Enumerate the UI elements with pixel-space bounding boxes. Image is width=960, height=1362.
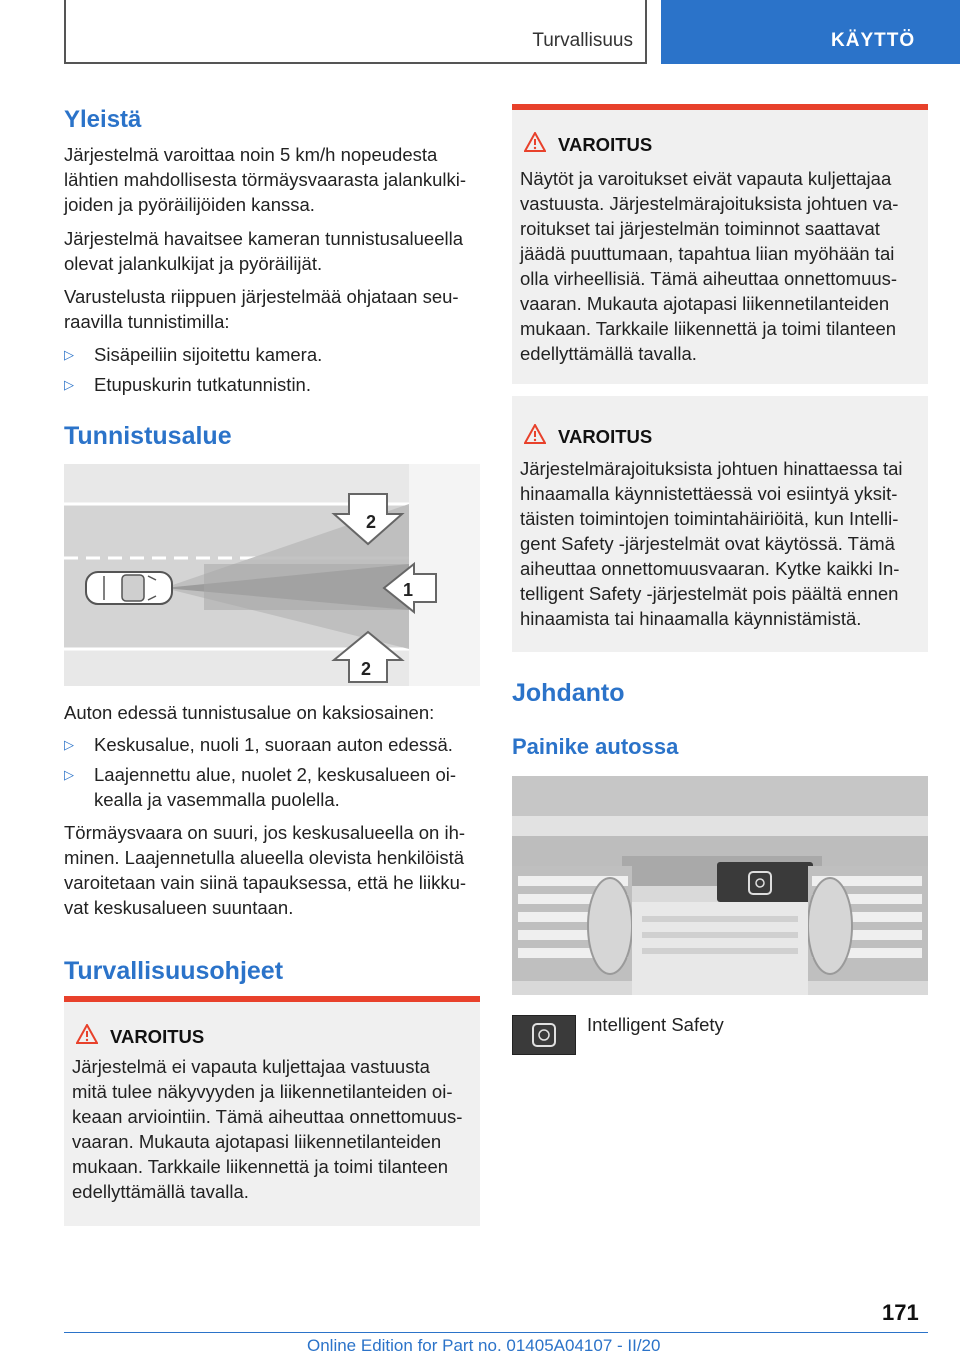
paragraph-tunnistusalue [64,820,484,920]
page-number: 171 [882,1300,919,1325]
text-line: Järjestelmärajoituksista johtuen hinattaessa tai [520,458,903,479]
text-line: olevat jalankulkijat ja pyöräilijät. [64,253,323,274]
warning-box-2 [512,104,928,384]
warning-box-3 [512,396,928,652]
list-item-text [94,762,482,812]
paragraph-yleista-3 [64,284,484,334]
text-line: aiheuttaa onnettomuusvaaran. Kytke kaikki In- [520,558,900,579]
text-line: minen. Laajennetulla alueella olevista henkilöistä [64,847,465,868]
text-line: telligent Safety -järjestelmät pois päältä ennen [520,583,899,604]
bullet-triangle-icon: ▷ [64,737,74,752]
text-line: raavilla tunnistimilla: [64,311,230,332]
warning-title: VAROITUS [110,1026,205,1047]
text-line: vaaran. Mukauta ajotapasi liikennetilanteiden [72,1131,442,1152]
figure-label-1: 1 [403,580,414,600]
text-line: mitä tulee näkyvyyden ja liikennetilanteiden oi- [72,1081,453,1102]
text-line: Varustelusta riippuen järjestelmää ohjataan seu- [64,286,459,307]
heading-tunnistusalue: Tunnistusalue [64,422,232,450]
paragraph-yleista-2 [64,226,484,276]
warning-body [520,456,924,631]
intelligent-safety-icon [513,1016,575,1054]
text-line: edellyttämällä tavalla. [520,343,697,364]
warning-title: VAROITUS [558,134,653,155]
header-chapter-tab [661,0,960,64]
heading-painike-autossa: Painike autossa [512,734,679,759]
car-icon [86,572,172,604]
list-item-text: Sisäpeiliin sijoitettu kamera. [94,344,323,365]
warning-box-1 [64,996,480,1226]
text-line: lähtien mahdollisesta törmäysvaarasta jalankulki- [64,169,467,190]
header-chapter-title: KÄYTTÖ [831,30,916,51]
air-vent-right [808,866,928,981]
text-line: täisten toimintojen toimintahäiriöitä, kun Intelli- [520,508,899,529]
text-line: varoitetaan vain siinä tapauksessa, että he liikku- [64,872,467,893]
footer-divider [64,1332,928,1333]
text-line: edellyttämällä tavalla. [72,1181,249,1202]
text-line: Törmäysvaara on suuri, jos keskusalueella on ih- [64,822,466,843]
text-line: gent Safety -järjestelmät ovat käytössä. Tämä [520,533,895,554]
warning-triangle-icon [524,424,546,444]
paragraph-tunnistusalue-intro: Auton edessä tunnistusalue on kaksiosainen: [64,702,435,723]
text-line: Näytöt ja varoitukset eivät vapauta kuljettajaa [520,168,892,189]
detection-area-figure [64,464,480,686]
text-line: vastuusta. Järjestelmärajoituksista johtuen va- [520,193,899,214]
bullet-triangle-icon: ▷ [64,767,74,782]
figure-label-2-bottom: 2 [361,659,372,679]
footer-edition: Online Edition for Part no. 01405A04107 - II/20 [307,1336,661,1355]
heading-johdanto: Johdanto [512,679,625,707]
warning-triangle-icon [76,1024,98,1044]
text-line: Järjestelmä ei vapauta kuljettajaa vastuusta [72,1056,430,1077]
text-line: hinaamalla käynnistettäessä voi esiintyä yksit- [520,483,898,504]
warning-triangle-icon [524,132,546,152]
warning-body [520,166,924,366]
text-line: mukaan. Tarkkaile liikennettä ja toimi tilanteen [72,1156,449,1177]
paragraph-yleista-1 [64,142,484,217]
text-line: roitukset tai järjestelmän toiminnot saattavat [520,218,880,239]
text-line: olla virheellisiä. Tämä aiheuttaa onnettomuus- [520,268,898,289]
text-line: Järjestelmä havaitsee kameran tunnistusalueella [64,228,463,249]
air-vent-left [512,866,632,981]
text-line: joiden ja pyöräilijöiden kanssa. [64,194,315,215]
car-button-photo [512,776,928,995]
bullet-triangle-icon: ▷ [64,377,74,392]
text-line: Laajennettu alue, nuolet 2, keskusalueen oi- [94,764,457,785]
header-section-box [64,0,647,64]
header-section-title: Turvallisuus [532,30,633,51]
heading-yleista: Yleistä [64,106,142,133]
intelligent-safety-button-symbol [512,1015,576,1055]
list-item-text: Keskusalue, nuoli 1, suoraan auton edessä. [94,734,453,755]
text-line: vat keskusalueen suuntaan. [64,897,294,918]
text-line: Järjestelmä varoittaa noin 5 km/h nopeudesta [64,144,438,165]
text-line: keaan arviointiin. Tämä aiheuttaa onnettomuus- [72,1106,463,1127]
bullet-triangle-icon: ▷ [64,347,74,362]
button-label: Intelligent Safety [587,1014,724,1035]
text-line: vaaran. Mukauta ajotapasi liikennetilanteiden [520,293,890,314]
text-line: jäädä puuttumaan, tapahtua liian myöhään tai [520,243,895,264]
list-item-text: Etupuskurin tutkatunnistin. [94,374,311,395]
warning-title: VAROITUS [558,426,653,447]
heading-turvallisuusohjeet: Turvallisuusohjeet [64,957,284,985]
text-line: hinaamista tai hinaamalla käynnistämistä. [520,608,862,629]
text-line: mukaan. Tarkkaile liikennettä ja toimi tilanteen [520,318,897,339]
warning-body [72,1054,476,1204]
text-line: kealla ja vasemmalla puolella. [94,789,340,810]
figure-label-2-top: 2 [366,512,377,532]
